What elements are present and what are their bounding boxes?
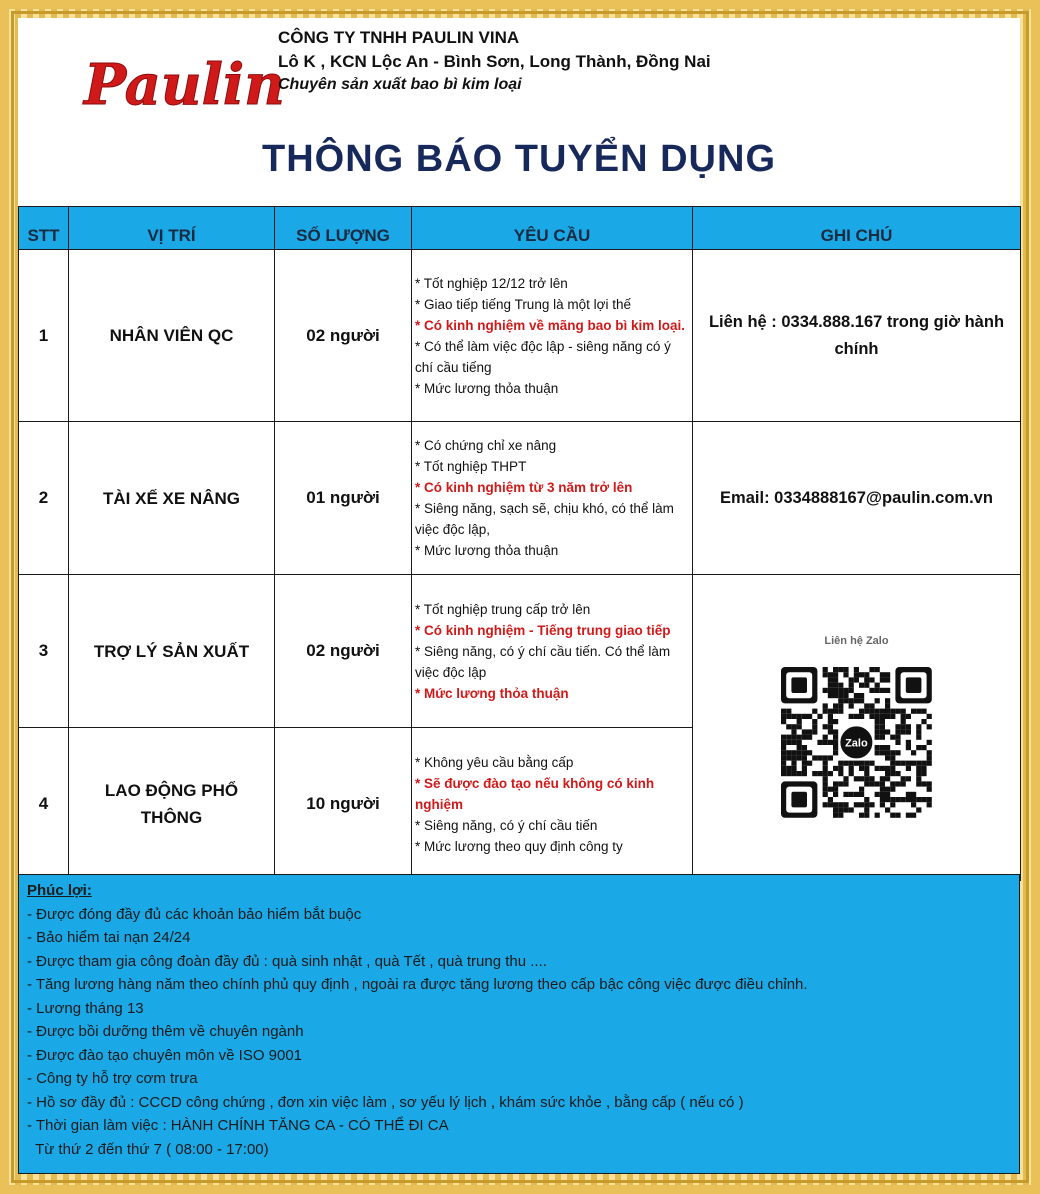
req-line: * Có chứng chỉ xe nâng (415, 438, 557, 453)
benefit-item: Từ thứ 2 đến thứ 7 ( 08:00 - 17:00) (27, 1140, 269, 1158)
row-requirements (412, 250, 693, 422)
row-stt: 4 (19, 728, 69, 881)
row-requirements (412, 575, 693, 728)
page-title: THÔNG BÁO TUYỂN DỤNG (262, 138, 776, 180)
req-line: * Có thể làm việc độc lập - siêng năng có ý chí cầu tiếng (415, 338, 671, 375)
row-stt: 3 (19, 575, 69, 728)
req-line: * Tốt nghiệp THPT (415, 459, 527, 474)
header-stt: STT (19, 207, 69, 250)
company-tagline: Chuyên sản xuất bao bì kim loại (278, 76, 522, 93)
req-line: * Siêng năng, có ý chí cầu tiến. Có thể làm việc độc lập (415, 643, 671, 680)
row-requirements (412, 728, 693, 881)
header-notes: GHI CHÚ (693, 207, 1021, 250)
req-line: * Mức lương thỏa thuận (415, 380, 559, 396)
company-info (278, 26, 711, 96)
zalo-qr-cell (693, 575, 1021, 881)
req-line: * Tốt nghiệp trung cấp trở lên (415, 601, 591, 617)
zalo-qr-code[interactable] (769, 667, 945, 819)
row-position: NHÂN VIÊN QC (69, 250, 275, 422)
req-line: * Mức lương thỏa thuận (415, 685, 569, 701)
benefits-section (18, 874, 1020, 1174)
req-line: * Mức lương thỏa thuận (415, 543, 559, 558)
benefit-item: - Lương tháng 13 (27, 999, 144, 1017)
paulin-logo (80, 40, 285, 120)
req-line: * Mức lương theo quy định công ty (415, 838, 623, 854)
header-quantity: SỐ LƯỢNG (275, 207, 412, 250)
header-requirements: YÊU CẦU (412, 207, 693, 250)
benefit-item: - Được đào tạo chuyên môn về ISO 9001 (27, 1046, 303, 1064)
contact-email[interactable]: Email: 0334888167@paulin.com.vn (693, 422, 1021, 575)
row-quantity: 01 người (275, 422, 412, 575)
table-header-row (19, 207, 1021, 250)
req-line: * Siêng năng, sạch sẽ, chịu khó, có thể làm việc độc lập, (415, 501, 674, 537)
jobs-table (18, 206, 1021, 881)
row-position: TÀI XẾ XE NÂNG (69, 422, 275, 575)
row-stt: 1 (19, 250, 69, 422)
poster (18, 18, 1020, 1174)
req-line: * Tốt nghiệp 12/12 trở lên (415, 275, 568, 291)
zalo-badge-label: Zalo (844, 736, 868, 749)
row-position: LAO ĐỘNG PHỔ THÔNG (69, 728, 275, 881)
row-stt: 2 (19, 422, 69, 575)
table-row (19, 422, 1021, 575)
row-quantity: 02 người (275, 575, 412, 728)
req-line: * Siêng năng, có ý chí cầu tiến (415, 817, 598, 833)
company-address: Lô K , KCN Lộc An - Bình Sơn, Long Thành, Đồng Nai (278, 52, 711, 71)
benefit-item: - Được bồi dưỡng thêm về chuyên ngành (27, 1023, 304, 1040)
qr-finder-pattern (781, 781, 817, 817)
company-name: CÔNG TY TNHH PAULIN VINA (278, 28, 520, 47)
benefit-item: - Được đóng đầy đủ các khoản bảo hiểm bắt buộc (27, 905, 362, 923)
zalo-caption: Liên hệ Zalo (824, 634, 889, 647)
contact-phone: Liên hệ : 0334.888.167 trong giờ hành chính (693, 250, 1021, 422)
table-row (19, 250, 1021, 422)
logo-text: Paulin (84, 52, 285, 118)
req-line: * Sẽ được đào tạo nếu không có kinh nghiệm (415, 775, 655, 812)
row-quantity: 02 người (275, 250, 412, 422)
benefit-item: - Bảo hiểm tai nạn 24/24 (27, 929, 191, 946)
row-quantity: 10 người (275, 728, 412, 881)
benefits-heading: Phúc lợi: (27, 882, 92, 899)
req-line: * Có kinh nghiệm từ 3 năm trở lên (415, 480, 633, 495)
benefit-item: - Công ty hỗ trợ cơm trưa (27, 1070, 198, 1087)
req-line: * Có kinh nghiệm về mãng bao bì kim loại. (415, 317, 686, 333)
header-position: VỊ TRÍ (69, 207, 275, 250)
req-line: * Có kinh nghiệm - Tiếng trung giao tiếp (415, 622, 671, 638)
benefit-item: - Tăng lương hàng năm theo chính phủ quy định , ngoài ra được tăng lương theo cấp bậc công việc được điều chỉnh. (27, 976, 808, 993)
benefit-item: - Hồ sơ đầy đủ : CCCD công chứng , đơn xin việc làm , sơ yếu lý lịch , khám sức khỏe , bằng cấp ( nếu có ) (27, 1093, 744, 1111)
zalo-qr-block (703, 628, 1010, 828)
row-requirements (412, 422, 693, 575)
row-position: TRỢ LÝ SẢN XUẤT (69, 575, 275, 728)
qr-finder-pattern (781, 667, 817, 703)
qr-finder-pattern (895, 667, 931, 703)
benefit-item: - Được tham gia công đoàn đầy đủ : quà sinh nhật , quà Tết , quà trung thu .... (27, 952, 547, 970)
req-line: * Giao tiếp tiếng Trung là một lợi thế (415, 296, 631, 312)
table-row (19, 575, 1021, 728)
req-line: * Không yêu cầu bằng cấp (415, 754, 574, 770)
benefit-item: - Thời gian làm việc : HÀNH CHÍNH TĂNG CA - CÓ THỂ ĐI CA (27, 1117, 449, 1134)
